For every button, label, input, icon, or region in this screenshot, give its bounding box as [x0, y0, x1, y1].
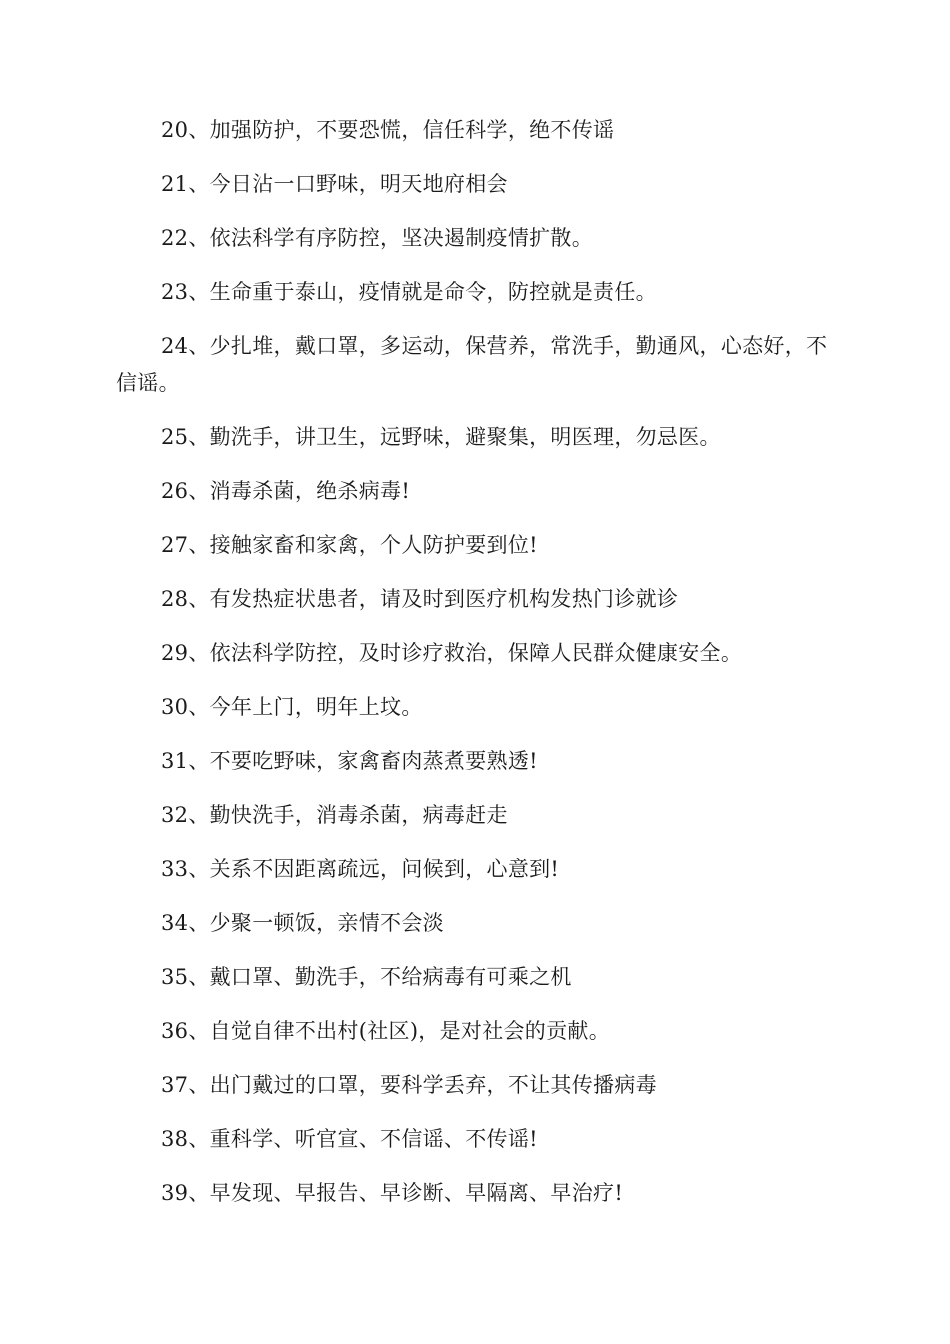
list-item: 38、重科学、听官宣、不信谣、不传谣! [161, 1127, 538, 1151]
list-item: 31、不要吃野味，家禽畜肉蒸煮要熟透! [161, 749, 538, 773]
list-item: 27、接触家畜和家禽，个人防护要到位! [161, 533, 538, 557]
list-item: 32、勤快洗手，消毒杀菌，病毒赶走 [161, 803, 508, 827]
list-item: 24、少扎堆，戴口罩，多运动，保营养，常洗手，勤通风，心态好，不信谣。 [116, 334, 828, 395]
list-item: 35、戴口罩、勤洗手，不给病毒有可乘之机 [161, 965, 572, 989]
list-item: 34、少聚一顿饭，亲情不会淡 [161, 911, 444, 935]
list-item: 39、早发现、早报告、早诊断、早隔离、早治疗! [161, 1181, 624, 1205]
list-item: 28、有发热症状患者，请及时到医疗机构发热门诊就诊 [161, 587, 679, 611]
list-item: 29、依法科学防控，及时诊疗救治，保障人民群众健康安全。 [161, 641, 743, 665]
list-item: 25、勤洗手，讲卫生，远野味，避聚集，明医理，勿忌医。 [161, 425, 721, 449]
list-item: 23、生命重于泰山，疫情就是命令，防控就是责任。 [161, 280, 657, 304]
list-item: 37、出门戴过的口罩，要科学丢弃，不让其传播病毒 [161, 1073, 657, 1097]
list-item: 21、今日沾一口野味，明天地府相会 [161, 172, 508, 196]
list-item: 22、依法科学有序防控，坚决遏制疫情扩散。 [161, 226, 594, 250]
list-item: 33、关系不因距离疏远，问候到，心意到! [161, 857, 560, 881]
list-item: 26、消毒杀菌，绝杀病毒! [161, 479, 411, 503]
document-body [116, 112, 834, 1229]
list-item: 36、自觉自律不出村(社区)，是对社会的贡献。 [161, 1019, 611, 1043]
list-item: 30、今年上门，明年上坟。 [161, 695, 423, 719]
list-item: 20、加强防护，不要恐慌，信任科学，绝不传谣 [161, 118, 615, 142]
